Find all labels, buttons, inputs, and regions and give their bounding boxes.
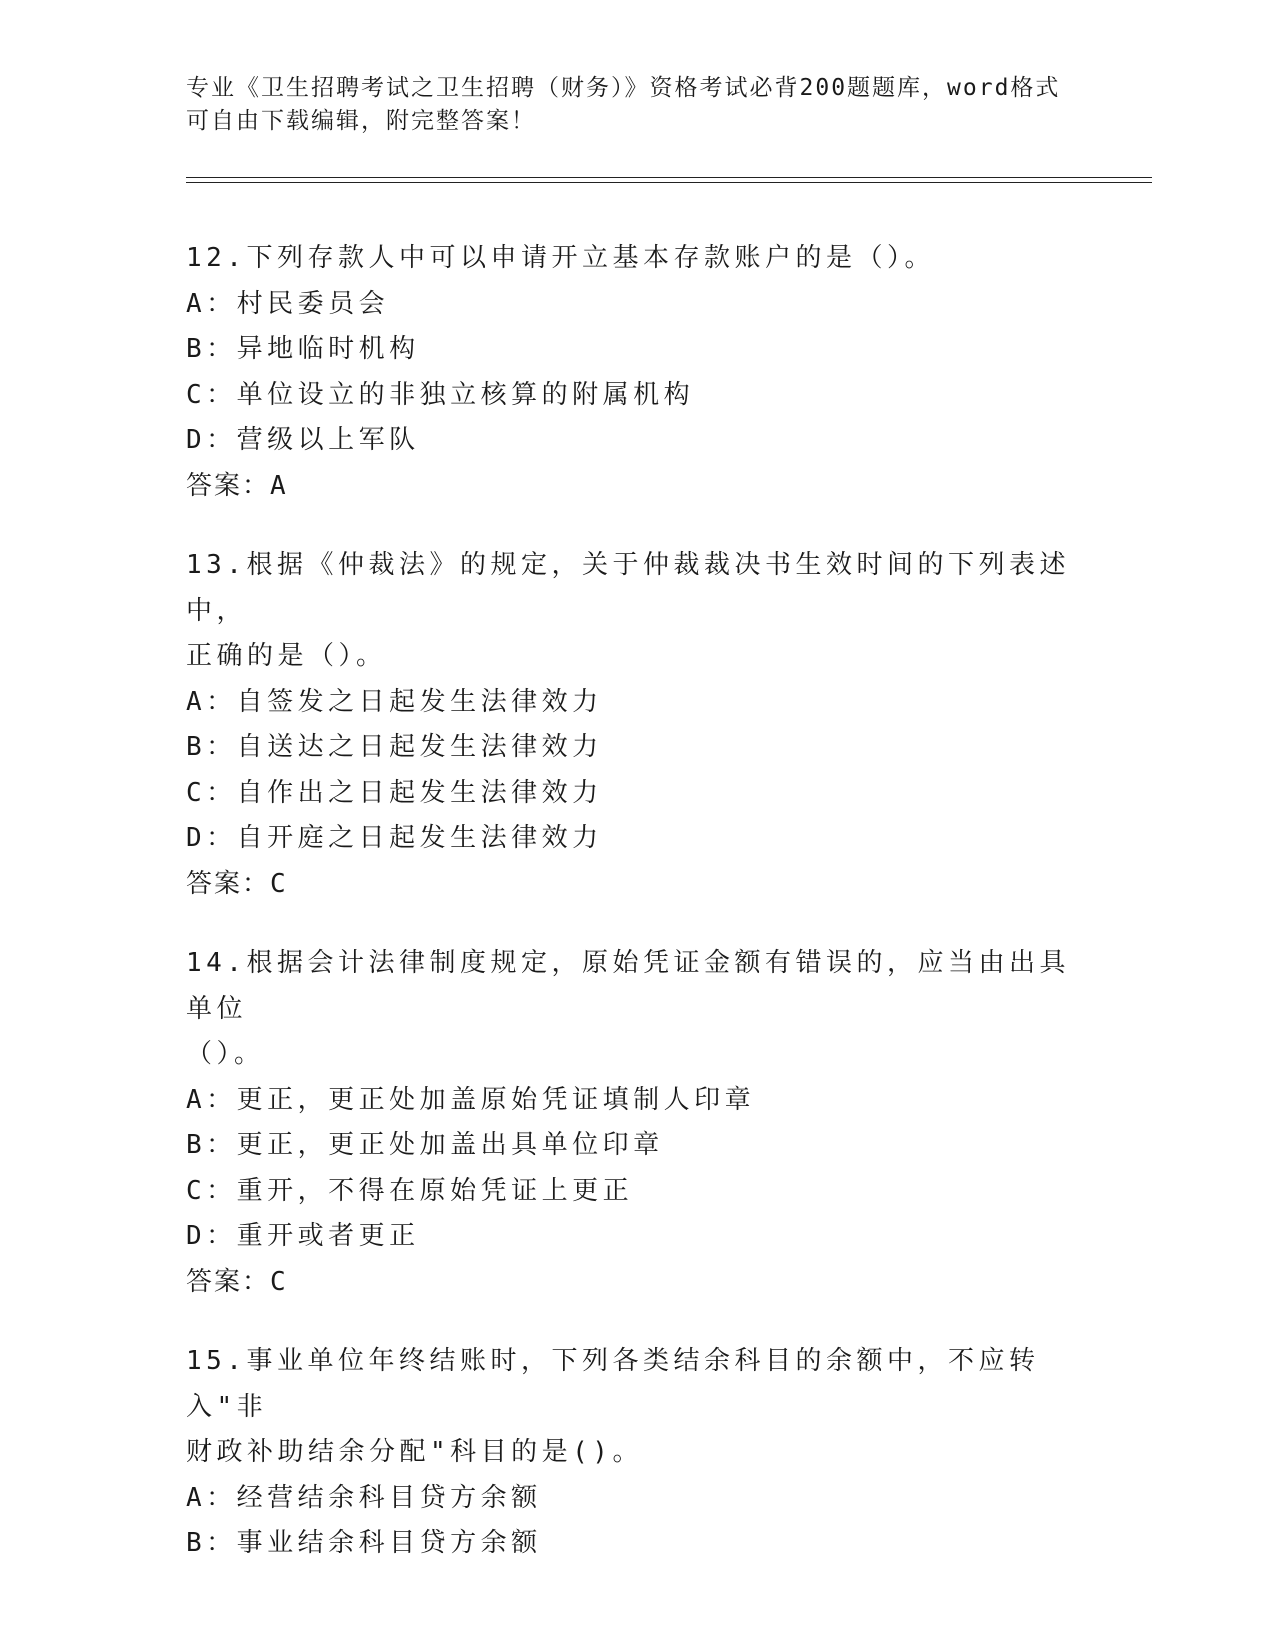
question-13 [186,543,1086,907]
option-b: B：更正，更正处加盖出具单位印章 [186,1130,664,1160]
option-b: B：自送达之日起发生法律效力 [186,732,603,762]
answer: 答案：C [186,1266,288,1297]
option-a: A：更正，更正处加盖原始凭证填制人印章 [186,1084,756,1115]
header-line-2: 可自由下载编辑，附完整答案！ [186,108,536,134]
header-line-1: 专业《卫生招聘考试之卫生招聘（财务）》资格考试必背200题题库，word格式 [186,75,1061,101]
option-b: B：异地临时机构 [186,334,420,364]
question-list [186,236,1086,1601]
option-d: D：自开庭之日起发生法律效力 [186,823,603,853]
question-stem: 14.根据会计法律制度规定，原始凭证金额有错误的，应当由出具单位 [186,948,1070,1024]
question-14 [186,941,1086,1305]
option-c: C：自作出之日起发生法律效力 [186,777,603,808]
option-d: D：重开或者更正 [186,1221,420,1251]
header-rule-bottom [186,182,1152,183]
option-d: D：营级以上军队 [186,425,420,455]
question-12 [186,236,1086,509]
option-a: A：经营结余科目贷方余额 [186,1482,542,1513]
option-c: C：重开，不得在原始凭证上更正 [186,1175,634,1206]
question-stem: 15.事业单位年终结账时，下列各类结余科目的余额中，不应转入"非 [186,1346,1040,1422]
question-stem: 12.下列存款人中可以申请开立基本存款账户的是（）。 [186,243,935,273]
question-stem-cont: 正确的是（）。 [186,641,387,671]
question-15 [186,1339,1086,1567]
option-a: A：村民委员会 [186,288,390,319]
answer: 答案：A [186,470,288,501]
header-rule-top [186,177,1152,178]
question-stem-cont: 财政补助结余分配"科目的是()。 [186,1437,643,1467]
option-c: C：单位设立的非独立核算的附属机构 [186,379,695,410]
answer: 答案：C [186,868,288,899]
option-a: A：自签发之日起发生法律效力 [186,686,603,717]
question-stem-cont: （）。 [186,1039,265,1069]
question-stem: 13.根据《仲裁法》的规定，关于仲裁裁决书生效时间的下列表述中， [186,550,1070,626]
option-b: B：事业结余科目贷方余额 [186,1528,542,1558]
document-header [186,72,1086,138]
